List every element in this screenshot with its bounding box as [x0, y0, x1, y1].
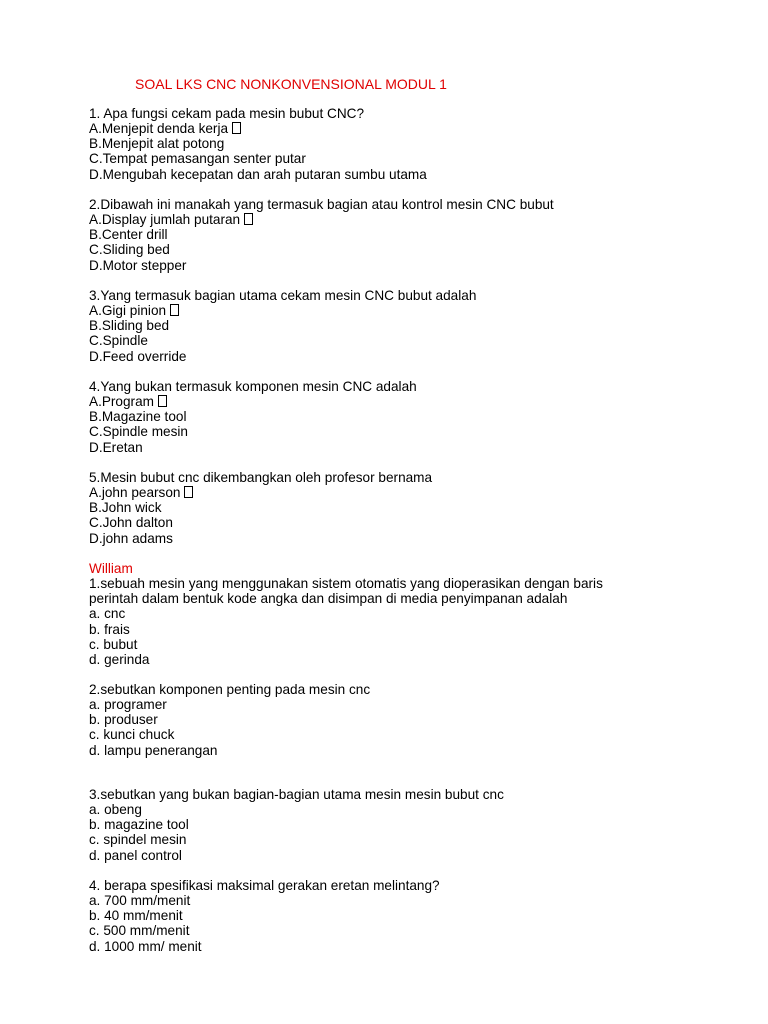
answer-option: A.Menjepit denda kerja [89, 121, 427, 136]
checkbox-glyph-icon [244, 213, 253, 225]
answer-option: d. gerinda [89, 651, 150, 667]
answer-option: C.John dalton [89, 515, 173, 531]
answer-option: c. spindel mesin [89, 832, 187, 848]
question-text: 1.sebuah mesin yang menggunakan sistem otomatis yang dioperasikan dengan baris [89, 576, 603, 592]
question-text: 2.Dibawah ini manakah yang termasuk bagian atau kontrol mesin CNC bubut [89, 197, 554, 212]
answer-option: a. obeng [89, 802, 142, 818]
answer-option: D.Eretan [89, 439, 143, 455]
answer-option: B.Magazine tool [89, 409, 187, 425]
question-block [89, 470, 432, 546]
answer-option: B.Menjepit alat potong [89, 136, 225, 152]
answer-option: c. kunci chuck [89, 727, 175, 743]
answer-option: C.Tempat pemasangan senter putar [89, 151, 306, 167]
checkbox-glyph-icon [158, 395, 167, 407]
answer-option: d. panel control [89, 847, 182, 863]
question-text: 4. berapa spesifikasi maksimal gerakan eretan melintang? [89, 878, 440, 893]
answer-option: b. produser [89, 712, 158, 728]
answer-option: d. lampu penerangan [89, 742, 218, 758]
answer-option: D.Mengubah kecepatan dan arah putaran sumbu utama [89, 166, 427, 182]
question-block [89, 106, 427, 182]
answer-option: b. 40 mm/menit [89, 908, 183, 924]
answer-option: D.john adams [89, 530, 173, 546]
question-text: perintah dalam bentuk kode angka dan disimpan di media penyimpanan adalah [89, 591, 568, 607]
checkbox-glyph-icon [170, 304, 179, 316]
answer-option: c. bubut [89, 636, 138, 652]
question-text: 4.Yang bukan termasuk komponen mesin CNC adalah [89, 379, 417, 394]
question-block [89, 197, 554, 273]
question-text: 1. Apa fungsi cekam pada mesin bubut CNC? [89, 106, 365, 121]
answer-option: d. 1000 mm/ menit [89, 938, 202, 954]
answer-option: b. frais [89, 621, 130, 637]
answer-option: C.Sliding bed [89, 242, 170, 258]
question-block [89, 288, 476, 364]
answer-option: B.John wick [89, 500, 162, 516]
answer-option: b. magazine tool [89, 817, 189, 833]
question-text: 3.sebutkan yang bukan bagian-bagian utama mesin mesin bubut cnc [89, 787, 504, 802]
answer-option: a. 700 mm/menit [89, 893, 191, 909]
question-block [89, 379, 417, 455]
document-title: SOAL LKS CNC NONKONVENSIONAL MODUL 1 [135, 76, 447, 92]
answer-option: C.Spindle mesin [89, 424, 188, 440]
question-text: 5.Mesin bubut cnc dikembangkan oleh profesor bernama [89, 470, 433, 485]
answer-option: A.Program [89, 394, 417, 409]
author-name: William [89, 561, 133, 576]
question-block [89, 561, 603, 667]
answer-option: a. programer [89, 697, 167, 713]
question-block [89, 787, 504, 863]
answer-option: A.Display jumlah putaran [89, 212, 554, 227]
answer-option: a. cnc [89, 606, 126, 622]
question-block [89, 682, 370, 758]
question-block [89, 878, 440, 954]
checkbox-glyph-icon [184, 486, 193, 498]
checkbox-glyph-icon [232, 122, 241, 134]
answer-option: B.Center drill [89, 227, 168, 243]
answer-option: c. 500 mm/menit [89, 923, 190, 939]
question-text: 2.sebutkan komponen penting pada mesin cnc [89, 682, 371, 697]
answer-option: D.Motor stepper [89, 257, 187, 273]
answer-option: B.Sliding bed [89, 318, 170, 334]
answer-option: D.Feed override [89, 348, 187, 364]
answer-option: A.Gigi pinion [89, 303, 476, 318]
question-text: 3.Yang termasuk bagian utama cekam mesin CNC bubut adalah [89, 288, 477, 303]
answer-option: A.john pearson [89, 485, 432, 500]
answer-option: C.Spindle [89, 333, 148, 349]
